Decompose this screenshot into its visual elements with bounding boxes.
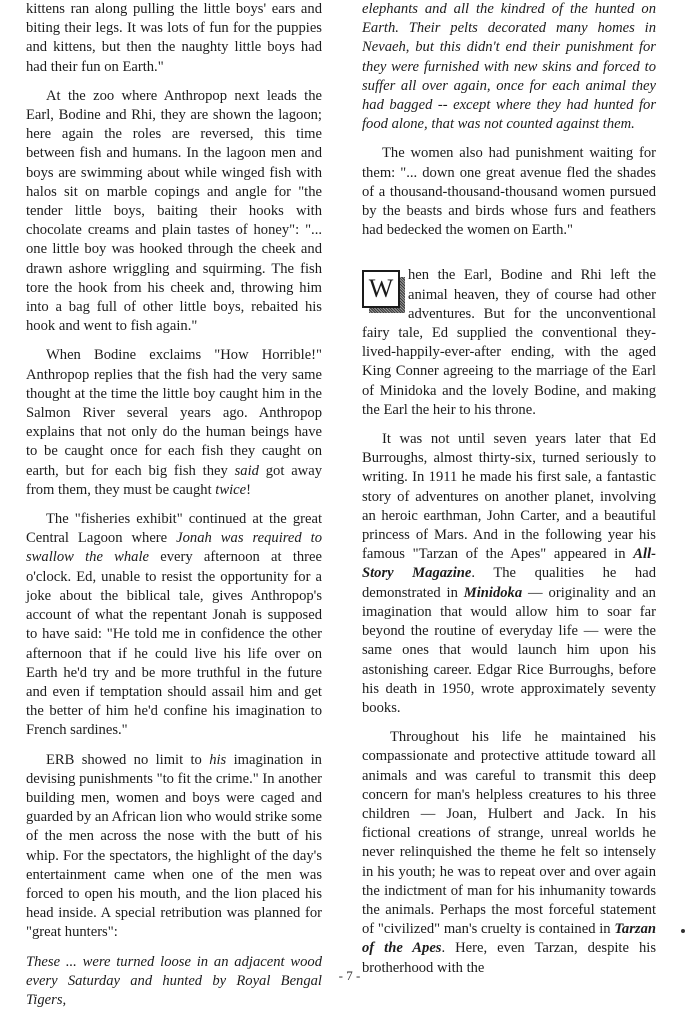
text-run: every afternoon at three o'clock. Ed, unable to resist the opportunity for a joke about the biblical tale, gives Anthropop's account of what the repentant Jonah is supposed to have said: "He told me in confidence the other afternoon that if he could live his life over on Earth he'd try and be more truthful in the future and even if temptation should assail him and get the better of him he'd confine his imagination to French sardines." [26, 549, 322, 739]
paragraph-throughout-his-life [362, 728, 656, 978]
text-run: When Bodine exclaims "How Horrible!" Anthropop replies that the fish had the very same thought at the time the little boy caught him in the Salmon River several years ago. Anthropop explains that not only do the human beings have to be caught once for each fish they caught on earth, but for each big fish they [26, 347, 322, 479]
text-run: Throughout his life he maintained his compassionate and protective attitude toward all animals and was careful to transmit this deep concern for man's helpless creatures to his three children — Joan, Hulbert and Jack. In his fictional creations of strange, unreal worlds he never relinquished the theme he felt so intensely in his youth; he was to repeat over and over again the indictment of man for his inhumanity towards the animals. Perhaps the most forceful statement of "civilized" man's cruelty is contained in [362, 729, 656, 938]
text-run: ERB showed no limit to [46, 751, 210, 768]
emphasis-said: said [234, 462, 259, 479]
paragraph-erb-punishments [26, 751, 322, 943]
paragraph-fisheries-exhibit [26, 510, 322, 740]
text-run: ! [246, 481, 251, 498]
paragraph-zoo-lagoon: At the zoo where Anthropop next leads the Earl, Bodine and Rhi, they are shown the lagoon; here again the roles are reversed, this time between fish and humans. In the lagoon men and boys are swimming about while winged fish with halos sit on marble copings and angle for "the tender little boys, baiting their hooks with chocolate creams and plain tastes of honey": "... one little boy was hooked through the cheek and drawn ashore wriggling and squirming. The fish tore the hook from his cheek and, throwing him into a bag full of other little boys, rebaited his hook and went to fish again." [26, 87, 322, 335]
left-column [26, 0, 322, 1020]
emphasis-minidoka: Minidoka [463, 584, 523, 601]
emphasis-all-story: All-Story Magazine [362, 546, 656, 582]
text-run: imagination in devising punishments "to fit the crime." In another building men, women and boys were caged and guarded by an African lion who would strike some of the men across the nose with the butt of his whip. For the spectators, the highlight of the day's entertainment came when one of the men was forced to open his mouth, and the lion placed his head inside. A special retribution was planned for "great hunters": [26, 751, 322, 941]
emphasis-jonah: Jonah was required to swallow the whale [26, 530, 322, 566]
dropcap-box [362, 270, 402, 310]
text-run: The "fisheries exhibit" continued at the great Central Lagoon where [26, 511, 322, 547]
text-run: . Here, even Tarzan, despite his brotherhood with the [362, 940, 656, 976]
paragraph-how-horrible [26, 346, 322, 500]
right-column [362, 0, 656, 988]
quote-hunters-continued: elephants and all the kindred of the hunted on Earth. Their pelts decorated many homes in Nevaeh, but this didn't end their punishment for they were furnished with new skins and forced to suffer all over again, once for each animal they had bagged -- except where they had hunted for food alone, that was not counted against them. [362, 1, 656, 133]
emphasis-his: his [209, 751, 227, 768]
margin-dot [681, 929, 685, 933]
text-run: — originality and an imagination that would allow him to soar far beyond the routine of everyday life — were the same ones that would launch him upon his astonishing career. Edgar Rice Burroughs, before his death in 1950, wrote approximately seventy books. [362, 584, 656, 716]
quote-hunters: These ... were turned loose in an adjacent wood every Saturday and hunted by Royal Bengal Tigers, [26, 953, 322, 1008]
page-number: - 7 - [338, 968, 361, 983]
text-run: It was not until seven years later that Ed Burroughs, almost thirty-six, turned seriously to writing. In 1911 he made his first sale, a fantastic story of adventures on another planet, involving an heroic earthman, John Carter, and a beautiful princess of Mars. And in the following year his famous "Tarzan of the Apes" appeared in [362, 431, 656, 563]
paragraph-kittens: kittens ran along pulling the little boys' ears and biting their legs. It was lots of fun for the puppies and kittens, but then the naughty little boys had had their fun on Earth." [26, 1, 322, 75]
paragraph-seven-years-later [362, 430, 656, 718]
text-run: hen the Earl, Bodine and Rhi left the animal heaven, they of course had other adventures. But for the unconventional fairy tale, Ed supplied the conventional they-lived-happily-ever-after ending, with the aged King Conner agreeing to the marriage of the Earl of Minidoka and the lovely Bodine, and making the Earl the heir to his throne. [362, 267, 656, 418]
text-run: got away from them, they must be caught [26, 462, 322, 498]
paragraph-dropcap-ending [362, 266, 656, 420]
emphasis-tarzan-of-the-apes: Tarzan of the Apes [362, 921, 656, 957]
text-run: . The qualities he had demonstrated in [362, 565, 656, 601]
dropcap-letter: W [362, 270, 400, 308]
paragraph-women-punishment: The women also had punishment waiting for them: "... down one great avenue fled the shades of a thousand-thousand-thousand women pursued by the beasts and birds whose furs and feathers had bedecked the women on Earth." [362, 145, 656, 239]
emphasis-twice: twice [215, 481, 247, 498]
